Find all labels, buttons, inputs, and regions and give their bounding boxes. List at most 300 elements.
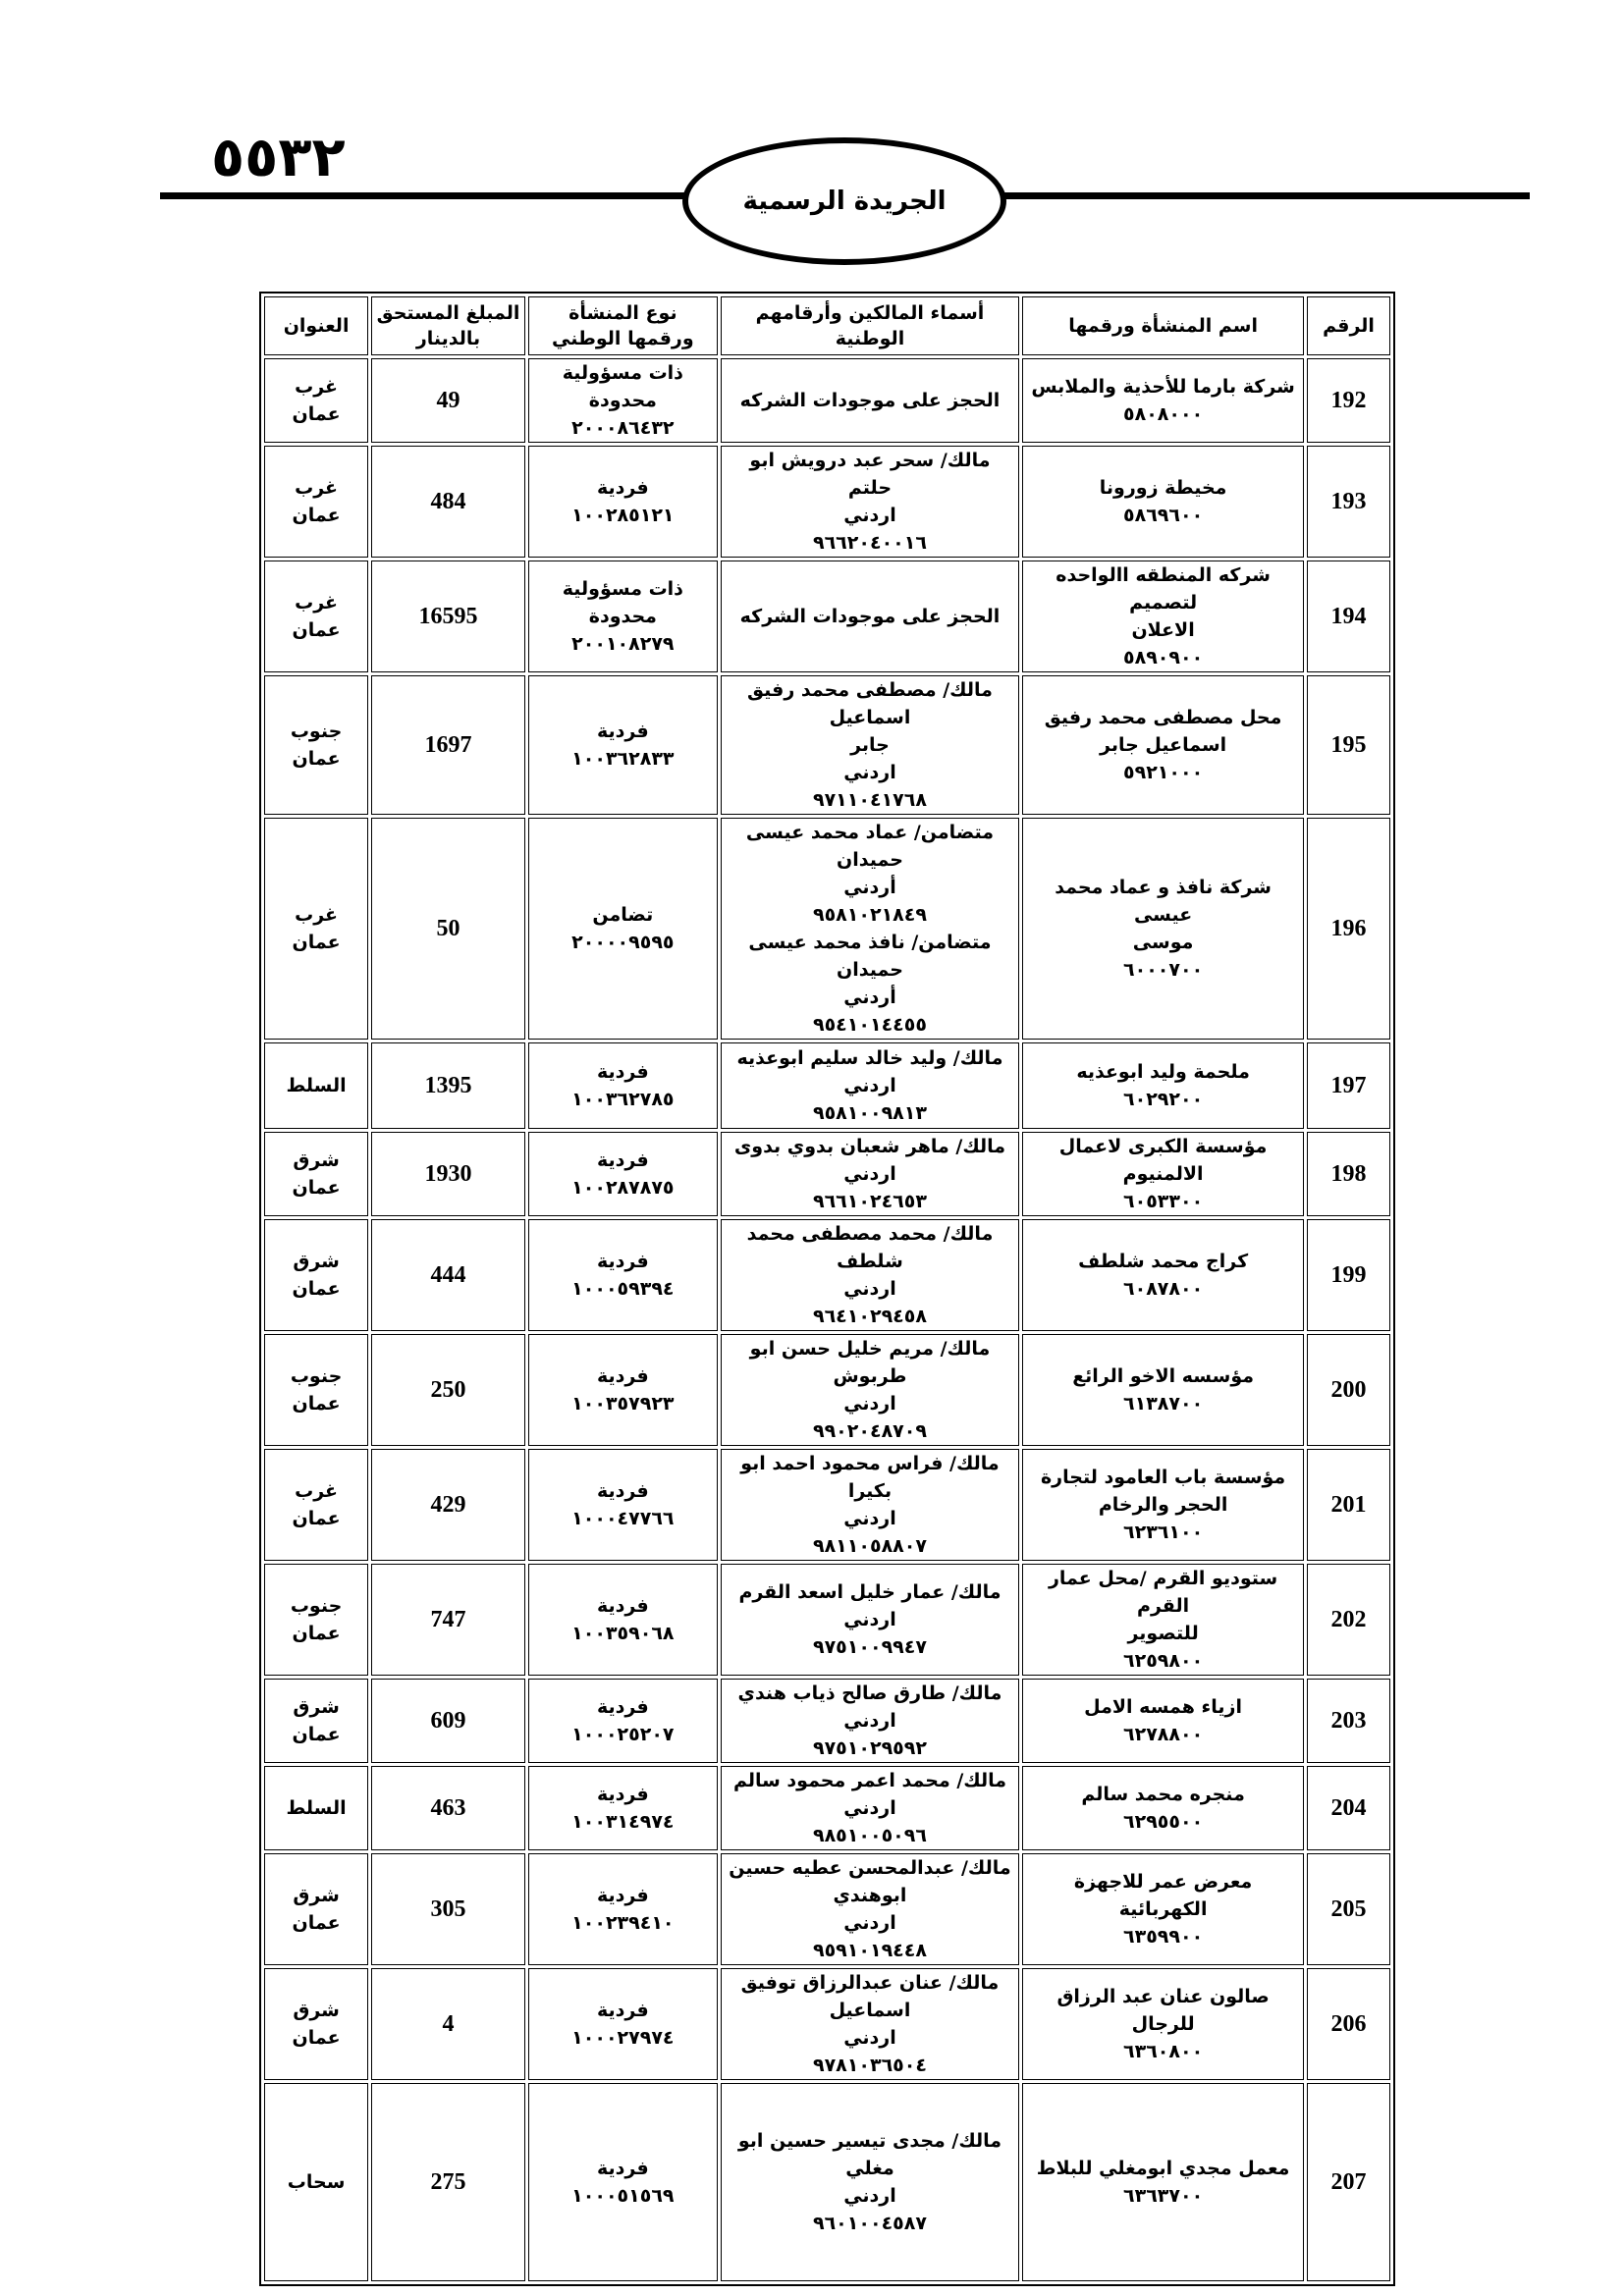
- owners-line: اردني: [843, 1163, 896, 1185]
- owners-line: مغلي: [845, 2158, 894, 2179]
- row-number-line: 201: [1330, 1492, 1367, 1518]
- owners: [721, 675, 1019, 815]
- row-number-line: 204: [1330, 1795, 1367, 1821]
- table-row: [264, 1679, 1390, 1763]
- establishment-type: [528, 358, 718, 443]
- establishment-name-line: ٥٨٠٨٠٠٠: [1123, 403, 1204, 425]
- amount-due-line: 463: [430, 1795, 466, 1821]
- address: [264, 1219, 368, 1331]
- establishment-type: [528, 1334, 718, 1446]
- table-row: [264, 1449, 1390, 1561]
- address-line: غرب: [295, 477, 339, 499]
- amount-due-line: 1930: [424, 1161, 472, 1187]
- row-number-line: 197: [1330, 1073, 1367, 1098]
- row-number: [1307, 1968, 1390, 2080]
- address: [264, 2083, 368, 2281]
- owners-line: ٩٥٨١٠٠٩٨١٣: [812, 1102, 927, 1124]
- owners-line: مالك/ محمد مصطفى محمد شلطف: [746, 1223, 994, 1272]
- owners-line: جابر: [850, 734, 890, 756]
- owners-line: ٩٩٠٢٠٤٨٧٠٩: [812, 1420, 927, 1442]
- owners-line: اردني: [843, 1609, 896, 1630]
- establishment-type-line: فردية: [597, 1696, 649, 1718]
- owners: [721, 358, 1019, 443]
- establishment-type: [528, 1679, 718, 1763]
- amount-due: [371, 446, 525, 558]
- establishment-name-line: الحجر والرخام: [1098, 1494, 1228, 1516]
- establishment-name-line: ٦٠٠٠٧٠٠: [1123, 959, 1204, 981]
- address-line: عمان: [292, 1623, 341, 1644]
- owners-line: اردني: [843, 2185, 896, 2207]
- table-row: [264, 1853, 1390, 1965]
- establishment-type: [528, 1449, 718, 1561]
- establishment-name: [1022, 561, 1304, 672]
- establishment-type: [528, 675, 718, 815]
- establishment-type-line: ٢٠٠١٠٨٢٧٩: [571, 633, 675, 655]
- table-row: [264, 1219, 1390, 1331]
- address-line: عمان: [292, 1393, 341, 1415]
- establishment-name-line: ٦٢٣٦١٠٠: [1123, 1522, 1204, 1543]
- row-number-line: 199: [1330, 1262, 1367, 1288]
- address-line: سحاب: [287, 2171, 346, 2193]
- table-row: [264, 1334, 1390, 1446]
- establishment-type-line: فردية: [597, 477, 649, 499]
- address-line: عمان: [292, 1508, 341, 1529]
- row-number: [1307, 1132, 1390, 1216]
- address-line: عمان: [292, 403, 341, 425]
- establishment-type-line: ١٠٠٣٥٧٩٢٣: [571, 1393, 675, 1415]
- establishment-type: [528, 1564, 718, 1676]
- establishment-name-line: ٦٢٧٨٨٠٠: [1123, 1724, 1204, 1745]
- establishment-name: [1022, 1132, 1304, 1216]
- col-header-address: العنوان: [264, 296, 368, 355]
- row-number-line: 196: [1330, 916, 1367, 941]
- address: [264, 818, 368, 1040]
- owners-line: اردني: [843, 1278, 896, 1300]
- address: [264, 1132, 368, 1216]
- amount-due-line: 4: [442, 2011, 455, 2037]
- owners: [721, 1766, 1019, 1850]
- amount-due: [371, 1449, 525, 1561]
- address: [264, 1766, 368, 1850]
- owners: [721, 1132, 1019, 1216]
- owners-line: مالك/ طارق صالح ذياب هندي: [737, 1682, 1002, 1704]
- row-number-line: 202: [1330, 1607, 1367, 1632]
- establishment-name-line: للتصوير: [1127, 1623, 1199, 1644]
- amount-due: [371, 561, 525, 672]
- establishment-name-line: معمل مجدي ابومغلي للبلاط: [1036, 2158, 1290, 2179]
- establishment-type-line: ١٠٠٢٣٩٤١٠: [571, 1912, 675, 1934]
- establishment-type-line: ١٠٠٢٨٥١٢١: [571, 505, 675, 526]
- owners: [721, 1679, 1019, 1763]
- establishment-type: [528, 1219, 718, 1331]
- amount-due: [371, 1132, 525, 1216]
- establishment-name-line: ٦٣٦٠٨٠٠: [1123, 2041, 1204, 2062]
- amount-due: [371, 1968, 525, 2080]
- establishment-name-line: ٦٠٢٩٢٠٠: [1123, 1089, 1204, 1110]
- owners-line: الحجز على موجودات الشركه: [739, 606, 1001, 627]
- address-line: غرب: [295, 376, 339, 398]
- amount-due: [371, 675, 525, 815]
- amount-due-line: 49: [436, 388, 460, 413]
- establishment-name-line: معرض عمر للاجهزة الكهربائية: [1073, 1871, 1253, 1920]
- row-number: [1307, 1449, 1390, 1561]
- owners-line: ٩٦٤١٠٢٩٤٥٨: [812, 1306, 927, 1327]
- address-line: عمان: [292, 748, 341, 770]
- establishment-name-line: ٦٢٩٥٥٠٠: [1123, 1811, 1204, 1833]
- establishment-name: [1022, 358, 1304, 443]
- establishment-type: [528, 446, 718, 558]
- row-number-line: 200: [1330, 1377, 1367, 1403]
- owners-line: أردني: [843, 987, 896, 1008]
- col-header-type: نوع المنشأة ورقمها الوطني: [528, 296, 718, 355]
- establishment-name-line: ٦٣٥٩٩٠٠: [1123, 1926, 1204, 1948]
- establishment-name: [1022, 1679, 1304, 1763]
- establishment-type: [528, 561, 718, 672]
- establishment-type-line: ١٠٠٠٥١٥٦٩: [571, 2185, 675, 2207]
- establishment-name: [1022, 1564, 1304, 1676]
- establishment-name-line: منجره محمد سالم: [1081, 1784, 1245, 1805]
- establishment-name: [1022, 1766, 1304, 1850]
- establishment-name-line: مخيطة زورونا: [1099, 477, 1227, 499]
- establishment-name-line: ستوديو القرم /محل عمار القرم: [1048, 1568, 1278, 1617]
- owners: [721, 2083, 1019, 2281]
- establishment-type: [528, 818, 718, 1040]
- row-number-line: 203: [1330, 1708, 1367, 1734]
- row-number-line: 195: [1330, 732, 1367, 758]
- owners-line: مالك/ وليد خالد سليم ابوعذيه: [736, 1047, 1003, 1069]
- owners-line: ٩٥٤١٠١٤٤٥٥: [812, 1014, 927, 1036]
- table-row: [264, 675, 1390, 815]
- owners-line: مالك/ عمار خليل اسعد القرم: [738, 1581, 1001, 1603]
- amount-due: [371, 2083, 525, 2281]
- establishment-type-line: ذات مسؤولية: [562, 362, 683, 384]
- establishment-name-line: صالون عنان عبد الرزاق للرجال: [1056, 1986, 1270, 2035]
- row-number: [1307, 561, 1390, 672]
- amount-due: [371, 1853, 525, 1965]
- row-number-line: 194: [1330, 604, 1367, 629]
- table-row: [264, 1968, 1390, 2080]
- owners-line: طربوش: [833, 1365, 907, 1387]
- col-header-name: اسم المنشأة ورقمها: [1022, 296, 1304, 355]
- amount-due-line: 50: [436, 916, 460, 941]
- establishment-type-line: ١٠٠٠٢٥٢٠٧: [571, 1724, 675, 1745]
- col-header-number: الرقم: [1307, 296, 1390, 355]
- establishment-type-line: ١٠٠٣١٤٩٧٤: [571, 1811, 675, 1833]
- owners-line: ٩٨١١٠٥٨٨٠٧: [812, 1535, 927, 1557]
- establishment-type-line: فردية: [597, 1251, 649, 1272]
- establishment-type-line: فردية: [597, 2158, 649, 2179]
- address-line: عمان: [292, 1912, 341, 1934]
- address-line: غرب: [295, 1480, 339, 1502]
- row-number: [1307, 1679, 1390, 1763]
- address: [264, 1449, 368, 1561]
- owners-line: مالك/ محمد اعمر محمود سالم: [732, 1770, 1006, 1791]
- establishment-type: [528, 1766, 718, 1850]
- establishment-type-line: تضامن: [592, 904, 654, 926]
- row-number: [1307, 1853, 1390, 1965]
- amount-due: [371, 358, 525, 443]
- address: [264, 1853, 368, 1965]
- establishment-name: [1022, 1219, 1304, 1331]
- amount-due-line: 16595: [418, 604, 478, 629]
- owners-line: مالك/ عبدالمحسن عطيه حسين: [729, 1857, 1011, 1879]
- address: [264, 1042, 368, 1129]
- row-number: [1307, 675, 1390, 815]
- amount-due-line: 1697: [424, 732, 472, 758]
- amount-due: [371, 1334, 525, 1446]
- address-line: جنوب: [290, 1595, 343, 1617]
- address: [264, 446, 368, 558]
- establishment-type: [528, 2083, 718, 2281]
- address-line: عمان: [292, 2027, 341, 2049]
- establishment-name: [1022, 1968, 1304, 2080]
- gazette-title: الجريدة الرسمية: [742, 187, 947, 216]
- establishment-type-line: فردية: [597, 1061, 649, 1083]
- establishment-type-line: ١٠٠٠٢٧٩٧٤: [571, 2027, 675, 2049]
- owners-line: اردني: [843, 762, 896, 783]
- owners-line: الحجز على موجودات الشركه: [739, 390, 1001, 411]
- establishment-type-line: فردية: [597, 1365, 649, 1387]
- address: [264, 561, 368, 672]
- amount-due-line: 484: [430, 489, 466, 514]
- amount-due-line: 444: [430, 1262, 466, 1288]
- amount-due-line: 609: [430, 1708, 466, 1734]
- establishment-type-line: فردية: [597, 1885, 649, 1906]
- establishment-type-line: فردية: [597, 1480, 649, 1502]
- owners-line: ٩٦٠١٠٠٤٥٨٧: [812, 2213, 927, 2234]
- row-number: [1307, 358, 1390, 443]
- establishment-name: [1022, 675, 1304, 815]
- amount-due-line: 1395: [424, 1073, 472, 1098]
- establishment-name-line: موسى: [1132, 932, 1194, 953]
- owners-line: اردني: [843, 1075, 896, 1096]
- establishment-name-line: محل مصطفى محمد رفيق: [1044, 707, 1282, 728]
- owners: [721, 446, 1019, 558]
- col-header-owners: أسماء المالكين وأرقامهم الوطنية: [721, 296, 1019, 355]
- address-line: عمان: [292, 1724, 341, 1745]
- col-header-amount: المبلغ المستحق بالدينار: [371, 296, 525, 355]
- establishment-name: [1022, 446, 1304, 558]
- establishment-name-line: ٥٨٩٠٩٠٠: [1123, 647, 1204, 668]
- owners-line: بكيرا: [847, 1480, 893, 1502]
- row-number-line: 193: [1330, 489, 1367, 514]
- address-line: عمان: [292, 619, 341, 641]
- address-line: شرق: [293, 1251, 340, 1272]
- owners-line: ٩٦٦١٠٢٤٦٥٣: [812, 1191, 927, 1212]
- table-row: [264, 818, 1390, 1040]
- establishment-name: [1022, 818, 1304, 1040]
- owners: [721, 561, 1019, 672]
- establishment-name-line: شركه المنطقه االواحده لتصميم: [1056, 564, 1271, 614]
- row-number: [1307, 1766, 1390, 1850]
- owners-line: أردني: [843, 877, 896, 898]
- row-number: [1307, 446, 1390, 558]
- row-number: [1307, 1219, 1390, 1331]
- address-line: عمان: [292, 1278, 341, 1300]
- table-row: [264, 1042, 1390, 1129]
- establishment-name: [1022, 1449, 1304, 1561]
- owners: [721, 1334, 1019, 1446]
- establishment-name-line: ازياء همسه الامل: [1084, 1696, 1242, 1718]
- establishment-type-line: ١٠٠٢٨٧٨٧٥: [571, 1177, 675, 1199]
- address-line: شرق: [293, 1149, 340, 1171]
- row-number-line: 192: [1330, 388, 1367, 413]
- amount-due-line: 305: [430, 1896, 466, 1922]
- establishment-name-line: ٦٠٨٧٨٠٠: [1123, 1278, 1204, 1300]
- gazette-title-ellipse: [682, 137, 1006, 265]
- owners-line: مالك/ مريم خليل حسن ابو: [749, 1338, 991, 1360]
- owners-line: اردني: [843, 1508, 896, 1529]
- row-number: [1307, 1334, 1390, 1446]
- establishment-type: [528, 1968, 718, 2080]
- establishment-type-line: ١٠٠٠٥٩٣٩٤: [571, 1278, 675, 1300]
- establishment-type-line: فردية: [597, 2000, 649, 2021]
- owners-line: اردني: [843, 1710, 896, 1732]
- establishment-type-line: فردية: [597, 1595, 649, 1617]
- amount-due: [371, 1679, 525, 1763]
- owners: [721, 1968, 1019, 2080]
- address: [264, 1564, 368, 1676]
- owners-line: مالك/ ماهر شعبان بدوي بدوى: [733, 1136, 1006, 1157]
- amount-due: [371, 1042, 525, 1129]
- amount-due: [371, 1766, 525, 1850]
- owners: [721, 1564, 1019, 1676]
- table-row: [264, 561, 1390, 672]
- table-row: [264, 358, 1390, 443]
- amount-due-line: 250: [430, 1377, 466, 1403]
- establishment-name-line: ٦٢٥٩٨٠٠: [1123, 1650, 1204, 1672]
- address-line: شرق: [293, 2000, 340, 2021]
- address-line: شرق: [293, 1696, 340, 1718]
- amount-due-line: 275: [430, 2169, 466, 2195]
- row-number: [1307, 1042, 1390, 1129]
- owners-line: مالك/ مصطفى محمد رفيق اسماعيل: [747, 679, 993, 728]
- table-row: [264, 1766, 1390, 1850]
- table-row: [264, 1564, 1390, 1676]
- address: [264, 358, 368, 443]
- establishment-name-line: ٥٨٦٩٦٠٠: [1123, 505, 1204, 526]
- row-number-line: 198: [1330, 1161, 1367, 1187]
- row-number-line: 206: [1330, 2011, 1367, 2037]
- establishment-type-line: ١٠٠٣٥٩٠٦٨: [571, 1623, 675, 1644]
- row-number: [1307, 2083, 1390, 2281]
- establishment-type-line: ١٠٠٣٦٢٨٣٣: [571, 748, 675, 770]
- owners-line: ٩٦٦٢٠٤٠٠١٦: [812, 532, 927, 554]
- establishments-table: [259, 292, 1395, 2286]
- owners-line: ٩٥٩١٠١٩٤٤٨: [812, 1940, 927, 1961]
- establishment-type-line: محدودة: [588, 606, 657, 627]
- establishment-name: [1022, 2083, 1304, 2281]
- establishment-name-line: شركة نافذ و عماد محمد عيسى: [1055, 877, 1272, 926]
- address-line: عمان: [292, 505, 341, 526]
- address-line: غرب: [295, 904, 339, 926]
- owners-line: متضامن/ نافذ محمد عيسى حميدان: [748, 932, 992, 981]
- establishment-type-line: ٢٠٠٠٨٦٤٣٢: [571, 417, 675, 439]
- establishment-name-line: الاعلان: [1131, 619, 1195, 641]
- owners-line: اردني: [843, 1797, 896, 1819]
- establishment-name-line: ٦٣٦٣٧٠٠: [1123, 2185, 1204, 2207]
- establishment-type-line: محدودة: [588, 390, 657, 411]
- establishment-name-line: مؤسسة باب العامود لتجارة: [1040, 1467, 1286, 1488]
- owners-line: مالك/ عنان عبدالرزاق توفيق: [740, 1972, 1000, 1994]
- establishment-type: [528, 1132, 718, 1216]
- amount-due-line: 429: [430, 1492, 466, 1518]
- address: [264, 1968, 368, 2080]
- establishment-name-line: ٥٩٢١٠٠٠: [1123, 762, 1204, 783]
- establishment-name-line: ٦٠٥٣٣٠٠: [1123, 1191, 1204, 1212]
- establishment-name-line: شركة بارما للأحذية والملابس: [1031, 376, 1295, 398]
- establishment-name-line: ملحمة وليد ابوعذيه: [1076, 1061, 1250, 1083]
- owners-line: اردني: [843, 2027, 896, 2049]
- establishment-name: [1022, 1042, 1304, 1129]
- establishment-name-line: مؤسسة الكبرى لاعمال الالمنيوم: [1058, 1136, 1268, 1185]
- owners: [721, 1042, 1019, 1129]
- establishment-type-line: ١٠٠٠٤٧٧٦٦: [571, 1508, 675, 1529]
- owners-line: اسماعيل: [829, 2000, 911, 2021]
- owners: [721, 1853, 1019, 1965]
- owners-line: ٩٨٥١٠٠٥٠٩٦: [812, 1825, 927, 1846]
- address-line: شرق: [293, 1885, 340, 1906]
- establishment-type-line: فردية: [597, 1784, 649, 1805]
- amount-due: [371, 1564, 525, 1676]
- address: [264, 675, 368, 815]
- address-line: جنوب: [290, 721, 343, 742]
- owners-line: اردني: [843, 505, 896, 526]
- row-number: [1307, 1564, 1390, 1676]
- table-row: [264, 446, 1390, 558]
- table-header-row: [264, 296, 1390, 355]
- owners-line: مالك/ فراس محمود احمد ابو: [740, 1453, 1000, 1474]
- establishment-type-line: ٢٠٠٠٠٩٥٩٥: [571, 932, 675, 953]
- address-line: السلط: [286, 1797, 347, 1819]
- owners-line: ٩٧٥١٠٢٩٥٩٢: [812, 1737, 927, 1759]
- establishment-type-line: ذات مسؤولية: [562, 578, 683, 600]
- owners-line: ٩٧١١٠٤١٧٦٨: [812, 789, 927, 811]
- owners-line: ٩٧٥١٠٠٩٩٤٧: [812, 1636, 927, 1658]
- address-line: غرب: [295, 592, 339, 614]
- row-number: [1307, 818, 1390, 1040]
- owners-line: ٩٧٨١٠٣٦٥٠٤: [812, 2055, 927, 2076]
- address-line: عمان: [292, 1177, 341, 1199]
- table-row: [264, 2083, 1390, 2281]
- establishment-name-line: كراج محمد شلطف: [1078, 1251, 1249, 1272]
- establishment-name-line: مؤسسه الاخو الرائع: [1072, 1365, 1254, 1387]
- owners-line: اردني: [843, 1393, 896, 1415]
- owners-line: متضامن/ عماد محمد عيسى حميدان: [745, 822, 995, 871]
- owners: [721, 818, 1019, 1040]
- establishment-name: [1022, 1853, 1304, 1965]
- address-line: جنوب: [290, 1365, 343, 1387]
- owners-line: مالك/ سحر عبد درويش ابو حلتم: [749, 450, 991, 499]
- row-number-line: 205: [1330, 1896, 1367, 1922]
- establishment-type-line: فردية: [597, 1149, 649, 1171]
- owners: [721, 1449, 1019, 1561]
- table-row: [264, 1132, 1390, 1216]
- establishment-type-line: فردية: [597, 721, 649, 742]
- address: [264, 1679, 368, 1763]
- establishment-type-line: ١٠٠٣٦٢٧٨٥: [571, 1089, 675, 1110]
- amount-due: [371, 1219, 525, 1331]
- amount-due: [371, 818, 525, 1040]
- address-line: السلط: [286, 1075, 347, 1096]
- page-number: ٥٥٣٢: [211, 126, 346, 189]
- address: [264, 1334, 368, 1446]
- establishment-name-line: اسماعيل جابر: [1100, 734, 1227, 756]
- amount-due-line: 747: [430, 1607, 466, 1632]
- owners-line: مالك/ مجدى تيسير حسين ابو: [737, 2130, 1002, 2152]
- establishment-type: [528, 1853, 718, 1965]
- owners-line: ٩٥٨١٠٢١٨٤٩: [812, 904, 927, 926]
